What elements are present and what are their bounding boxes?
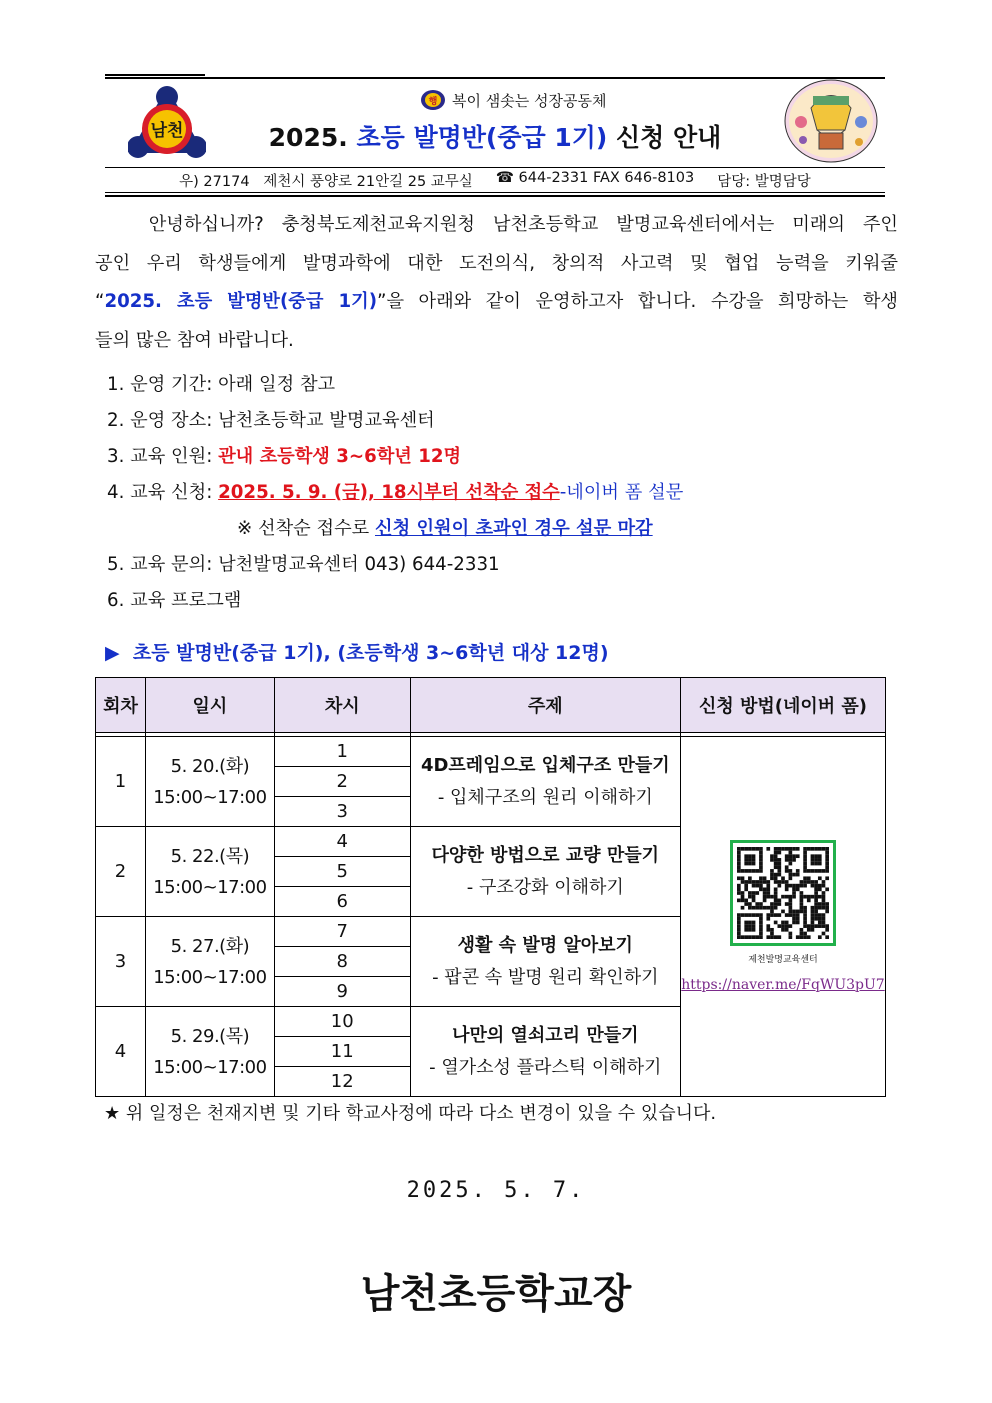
intro-program-name: 2025. 초등 발명반(중급 1기): [104, 291, 378, 312]
title-program: 초등 발명반(중급 1기): [356, 123, 608, 152]
intro-line-1: 안녕하십니까? 충청북도제천교육지원청 남천초등학교 발명교육센터에서는 미래의 주인: [95, 214, 898, 235]
session-cell: 6: [274, 887, 410, 917]
session-cell: 10: [274, 1007, 410, 1037]
round-cell: 4: [96, 1007, 146, 1097]
section-title: ▶ 초등 발명반(중급 1기), (초등학생 3~6학년 대상 12명): [105, 642, 609, 664]
item-inquiry: 5. 교육 문의: 남천발명교육센터 043) 644-2331: [107, 554, 500, 575]
round-cell: 2: [96, 827, 146, 917]
session-cell: 4: [274, 827, 410, 857]
capacity-value: 관내 초등학생 3~6학년 12명: [218, 446, 462, 467]
title-year: 2025.: [268, 123, 348, 152]
topic-cell: 4D프레임으로 입체구조 만들기 - 입체구조의 원리 이해하기: [410, 737, 680, 827]
table-header-row: [96, 678, 886, 733]
topic-cell: 다양한 방법으로 교량 만들기 - 구조강화 이해하기: [410, 827, 680, 917]
datetime-cell: 5. 22.(목) 15:00~17:00: [145, 827, 274, 917]
motto-mark-text: 행: [428, 97, 438, 107]
contact-line: [105, 170, 885, 191]
qr-caption: 제천발명교육센터: [748, 955, 818, 965]
signer-name: 남천초등학교장: [360, 1270, 632, 1317]
datetime-cell: 5. 27.(화) 15:00~17:00: [145, 917, 274, 1007]
item-capacity: 3. 교육 인원: 관내 초등학생 3~6학년 12명: [107, 446, 462, 467]
school-motto: [420, 88, 606, 112]
col-header-datetime: 일시: [145, 678, 274, 733]
header-rule-bottom: [105, 195, 885, 197]
session-cell: 8: [274, 947, 410, 977]
intro-line-4: 들의 많은 참여 바랍니다.: [95, 329, 294, 351]
apply-close-note: 신청 인원이 초과인 경우 설문 마감: [375, 518, 653, 539]
datetime-cell: 5. 20.(화) 15:00~17:00: [145, 737, 274, 827]
item-program: 6. 교육 프로그램: [107, 590, 242, 611]
intro-line-2: 공인 우리 학생들에게 발명과학에 대한 도전의식, 창의적 사고력 및 협업 능력을 키워줄: [95, 252, 898, 274]
schedule-change-note: ★ 위 일정은 천재지변 및 기타 학교사정에 따라 다소 변경이 있을 수 있습니다.: [104, 1103, 717, 1124]
contact-phone: ☎ 644-2331 FAX 646-8103: [495, 170, 695, 186]
apply-start: 2025. 5. 9. (금), 18시부터 선착순 접수: [218, 482, 560, 503]
session-cell: 3: [274, 797, 410, 827]
session-cell: 11: [274, 1037, 410, 1067]
session-cell: 2: [274, 767, 410, 797]
topic-cell: 나만의 열쇠고리 만들기 - 열가소성 플라스틱 이해하기: [410, 1007, 680, 1097]
schedule-table: [95, 677, 886, 1097]
header-rule-bottom-thin: [105, 192, 885, 193]
apply-link[interactable]: https://naver.me/FqWU3pU7: [681, 977, 885, 993]
header-rule-top: [105, 77, 885, 79]
motto-text: 복이 샘솟는 성장공동체: [452, 91, 607, 110]
table-row: [96, 737, 886, 767]
contact-manager: 담당: 발명담당: [717, 174, 811, 190]
round-cell: 1: [96, 737, 146, 827]
item-place: 2. 운영 장소: 남천초등학교 발명교육센터: [107, 410, 435, 431]
motto-mark-icon: [420, 89, 446, 111]
contact-address: 우) 27174 제천시 풍양로 21안길 25 교무실: [179, 174, 473, 190]
apply-method-cell: [680, 737, 885, 1097]
header-rule-accent: [105, 74, 205, 76]
document-date: 2025. 5. 7.: [406, 1178, 586, 1203]
col-header-apply: 신청 방법(네이버 폼): [680, 678, 885, 733]
page-title: [105, 118, 885, 154]
topic-cell: 생활 속 발명 알아보기 - 팝콘 속 발명 원리 확인하기: [410, 917, 680, 1007]
intro-paragraph: [95, 206, 898, 360]
session-cell: 5: [274, 857, 410, 887]
qr-code[interactable]: [730, 840, 836, 946]
intro-line-3: “2025. 초등 발명반(중급 1기)”을 아래와 같이 운영하고자 합니다. 수강을 희망하는 학생: [95, 291, 899, 312]
school-logo-text: 남천: [150, 121, 184, 141]
session-cell: 1: [274, 737, 410, 767]
datetime-cell: 5. 29.(목) 15:00~17:00: [145, 1007, 274, 1097]
item-period: 1. 운영 기간: 아래 일정 참고: [107, 374, 336, 395]
session-cell: 7: [274, 917, 410, 947]
item-apply-note: ※ 선착순 접수로 신청 인원이 초과인 경우 설문 마감: [237, 518, 653, 539]
item-apply: 4. 교육 신청: 2025. 5. 9. (금), 18시부터 선착순 접수-네이버 폼 설문: [107, 482, 684, 503]
header-rule-mid: [105, 167, 885, 168]
title-suffix: 신청 안내: [616, 123, 722, 152]
round-cell: 3: [96, 917, 146, 1007]
session-cell: 12: [274, 1067, 410, 1097]
apply-method: -네이버 폼 설문: [559, 482, 684, 503]
qr-code-icon: [737, 847, 829, 939]
col-header-round: 회차: [96, 678, 146, 733]
col-header-topic: 주제: [410, 678, 680, 733]
col-header-session: 차시: [274, 678, 410, 733]
session-cell: 9: [274, 977, 410, 1007]
